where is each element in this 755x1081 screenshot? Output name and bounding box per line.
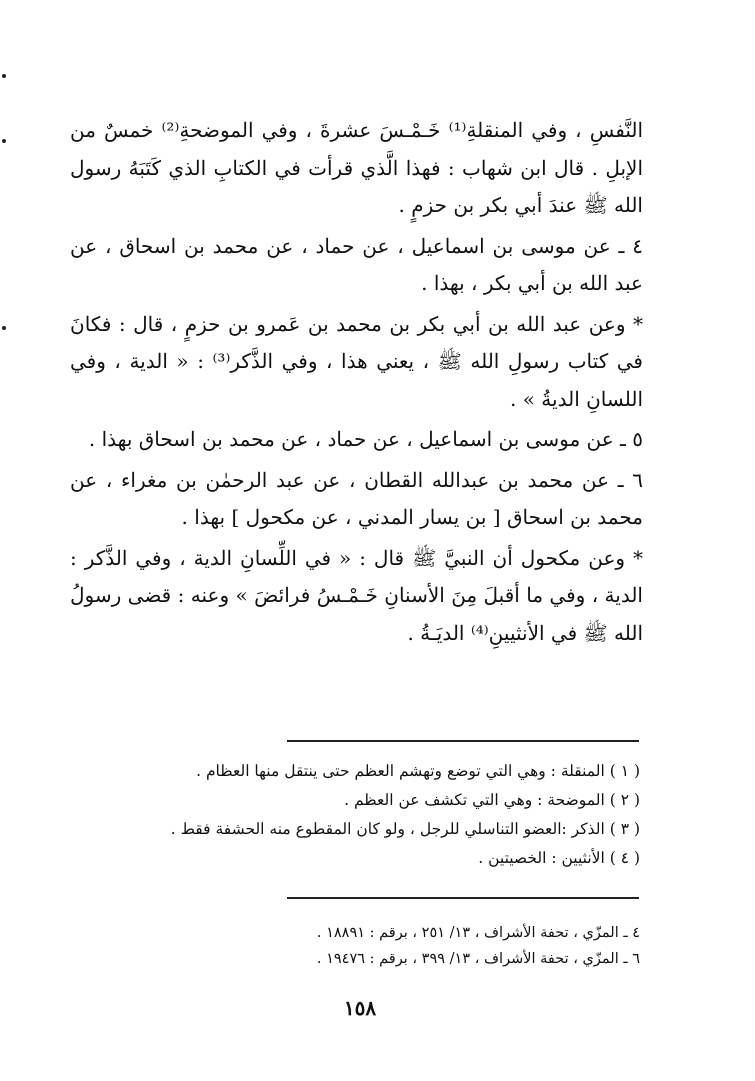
reference-divider — [287, 897, 639, 899]
paragraph-hadith-5: ٥ ـ عن موسى بن اسماعيل ، عن حماد ، عن محمد بن اسحاق بهذا . — [88, 427, 643, 451]
footnote-divider — [287, 740, 639, 742]
footnote-4: ( ٤ ) الأنثيين : الخصيتين . — [478, 849, 640, 867]
references — [200, 920, 640, 972]
page-number: ١٥٨ — [343, 996, 377, 1020]
paragraph-hadith-4: ٤ ـ عن موسى بن اسماعيل ، عن حماد ، عن محمد بن اسحاق ، عن عبد الله بن أبي بكر ، بهذا . — [70, 233, 643, 295]
reference-4: ٤ ـ المزّي ، تحفة الأشراف ، ١٣/ ٢٥١ ، برقم : ١٨٨٩١ . — [316, 925, 640, 941]
footnote-2: ( ٢ ) الموضحة : وهي التي تكشف عن العظم . — [344, 791, 640, 809]
paragraph-narration-2: * وعن مكحول أن النبيَّ ﷺ قال : « في اللِّسانِ الدية ، وفي الذَّكر : الدية ، وفي ما أقبلَ مِنَ الأسنانِ خَـمْـسُ فرائضَ » وعنه : قضى رسولُ الله ﷺ في الأنثيينِ⁽⁴⁾ الديَـةُ . — [70, 545, 643, 645]
reference-6: ٦ ـ المزّي ، تحفة الأشراف ، ١٣/ ٣٩٩ ، برقم : ١٩٤٧٦ . — [316, 951, 640, 967]
main-text — [70, 112, 643, 655]
margin-mark — [2, 326, 6, 330]
margin-mark — [2, 74, 6, 78]
footnote-1: ( ١ ) المنقلة : وهي التي توضع وتهشم العظم حتى ينتقل منها العظام . — [196, 762, 640, 780]
margin-mark — [2, 139, 6, 143]
footnotes — [150, 757, 640, 873]
paragraph-narration-1: * وعن عبد الله بن أبي بكر بن محمد بن عَمرو بن حزمٍ ، قال : فكانَ في كتاب رسولِ الله ﷺ ، يعني هذا ، وفي الذَّكر⁽³⁾ : « الدية ، وفي اللسانِ الديةُ » . — [70, 311, 643, 411]
paragraph-hadith-6: ٦ ـ عن محمد بن عبدالله القطان ، عن عبد الرحمٰن بن مغراء ، عن محمد بن اسحاق [ بن يسار المدني ، عن مكحول ] بهذا . — [70, 467, 643, 529]
footnote-3: ( ٣ ) الذكر :العضو التناسلي للرجل ، ولو كان المقطوع منه الحشفة فقط . — [170, 820, 640, 838]
paragraph-continuation: النَّفسِ ، وفي المنقلةِ⁽¹⁾ خَـمْـسَ عشرةَ ، وفي الموضحةِ⁽²⁾ خمسٌ من الإبلِ . قال ابن شهاب : فهذا الَّذي قرأت في الكتابِ الذي كَتَبَهُ رسول الله ﷺ عندَ أبي بكر بن حزمٍ . — [70, 118, 643, 217]
